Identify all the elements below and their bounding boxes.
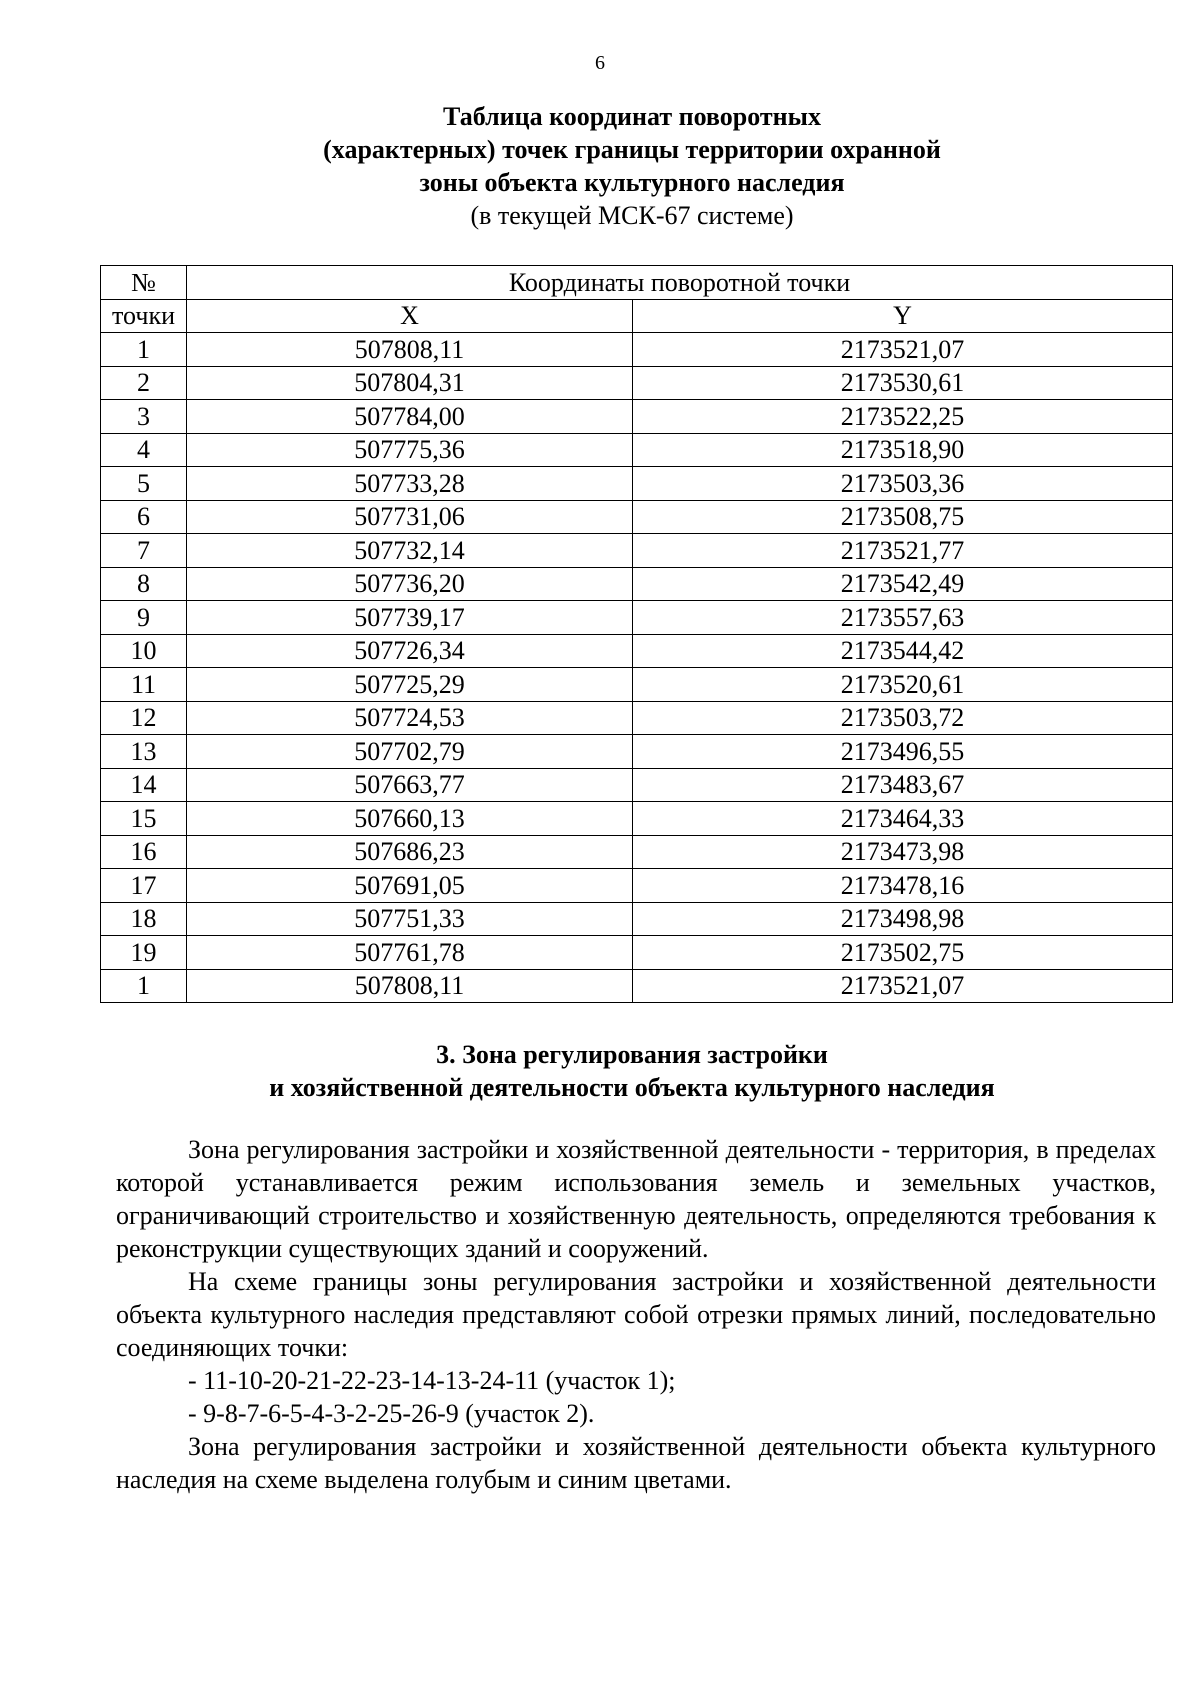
cell-point-number: 14 [101, 768, 187, 802]
cell-y: 2173502,75 [633, 936, 1173, 970]
table-row [101, 366, 1173, 400]
header-number-top: № [101, 266, 187, 300]
paragraph-scheme: На схеме границы зоны регулирования застройки и хозяйственной деятельности объекта культурного наследия представляют собой отрезки прямых линий, последовательно соединяющих точки: [116, 1267, 1156, 1362]
cell-x: 507808,11 [187, 969, 633, 1003]
coordinates-table [100, 265, 1173, 1003]
cell-y: 2173498,98 [633, 902, 1173, 936]
table-row [101, 601, 1173, 635]
section-heading [0, 1038, 1200, 1104]
cell-x: 507686,23 [187, 835, 633, 869]
table-row [101, 701, 1173, 735]
cell-x: 507733,28 [187, 467, 633, 501]
cell-point-number: 7 [101, 534, 187, 568]
cell-point-number: 8 [101, 567, 187, 601]
header-y: Y [633, 299, 1173, 333]
cell-point-number: 5 [101, 467, 187, 501]
table-title [0, 100, 1200, 232]
cell-x: 507751,33 [187, 902, 633, 936]
cell-y: 2173508,75 [633, 500, 1173, 534]
table-row [101, 936, 1173, 970]
table-row [101, 333, 1173, 367]
cell-x: 507702,79 [187, 735, 633, 769]
cell-x: 507732,14 [187, 534, 633, 568]
table-row [101, 500, 1173, 534]
section-heading-line-2: и хозяйственной деятельности объекта культурного наследия [269, 1073, 995, 1102]
cell-y: 2173542,49 [633, 567, 1173, 601]
table-row [101, 400, 1173, 434]
table-row [101, 668, 1173, 702]
table-row [101, 567, 1173, 601]
table-row [101, 534, 1173, 568]
cell-y: 2173520,61 [633, 668, 1173, 702]
cell-x: 507660,13 [187, 802, 633, 836]
cell-x: 507736,20 [187, 567, 633, 601]
cell-x: 507663,77 [187, 768, 633, 802]
section-body [116, 1133, 1156, 1496]
list-item-plot-2: - 9-8-7-6-5-4-3-2-25-26-9 (участок 2). [188, 1399, 595, 1428]
cell-point-number: 4 [101, 433, 187, 467]
paragraph-definition: Зона регулирования застройки и хозяйственной деятельности - территория, в пределах которой устанавливается режим использования земель и земельных участков, ограничивающий строительство и хозяйственную деятельность, определяются требования к реконструкции существующих зданий и сооружений. [116, 1135, 1156, 1263]
cell-y: 2173521,07 [633, 333, 1173, 367]
section-heading-line-1: 3. Зона регулирования застройки [436, 1040, 828, 1069]
paragraph-colors: Зона регулирования застройки и хозяйственной деятельности объекта культурного наследия на схеме выделена голубым и синим цветами. [116, 1432, 1156, 1494]
table-row [101, 467, 1173, 501]
cell-y: 2173473,98 [633, 835, 1173, 869]
cell-x: 507731,06 [187, 500, 633, 534]
page-number: 6 [595, 52, 605, 74]
table-title-line-1: Таблица координат поворотных [443, 102, 821, 131]
cell-point-number: 12 [101, 701, 187, 735]
table-row [101, 433, 1173, 467]
cell-point-number: 1 [101, 969, 187, 1003]
cell-x: 507739,17 [187, 601, 633, 635]
cell-y: 2173496,55 [633, 735, 1173, 769]
cell-point-number: 10 [101, 634, 187, 668]
table-row [101, 902, 1173, 936]
cell-point-number: 16 [101, 835, 187, 869]
cell-y: 2173464,33 [633, 802, 1173, 836]
header-coordinates-group: Координаты поворотной точки [187, 266, 1173, 300]
list-item-plot-1: - 11-10-20-21-22-23-14-13-24-11 (участок 1); [188, 1366, 676, 1395]
cell-x: 507804,31 [187, 366, 633, 400]
cell-point-number: 3 [101, 400, 187, 434]
cell-point-number: 1 [101, 333, 187, 367]
cell-y: 2173557,63 [633, 601, 1173, 635]
cell-point-number: 2 [101, 366, 187, 400]
cell-x: 507808,11 [187, 333, 633, 367]
cell-point-number: 6 [101, 500, 187, 534]
cell-y: 2173521,77 [633, 534, 1173, 568]
cell-x: 507725,29 [187, 668, 633, 702]
cell-point-number: 9 [101, 601, 187, 635]
cell-point-number: 11 [101, 668, 187, 702]
cell-y: 2173483,67 [633, 768, 1173, 802]
cell-x: 507775,36 [187, 433, 633, 467]
cell-y: 2173503,36 [633, 467, 1173, 501]
coordinates-table-body [101, 333, 1173, 1003]
table-row [101, 634, 1173, 668]
cell-y: 2173521,07 [633, 969, 1173, 1003]
table-row [101, 768, 1173, 802]
cell-y: 2173530,61 [633, 366, 1173, 400]
cell-point-number: 19 [101, 936, 187, 970]
table-row [101, 969, 1173, 1003]
cell-x: 507761,78 [187, 936, 633, 970]
cell-y: 2173503,72 [633, 701, 1173, 735]
cell-x: 507724,53 [187, 701, 633, 735]
cell-point-number: 18 [101, 902, 187, 936]
cell-point-number: 13 [101, 735, 187, 769]
cell-x: 507691,05 [187, 869, 633, 903]
table-row [101, 735, 1173, 769]
table-title-subtitle: (в текущей МСК-67 системе) [470, 201, 794, 230]
table-row [101, 869, 1173, 903]
table-title-line-3: зоны объекта культурного наследия [419, 168, 845, 197]
header-x: X [187, 299, 633, 333]
cell-point-number: 15 [101, 802, 187, 836]
table-title-line-2: (характерных) точек границы территории охранной [323, 135, 941, 164]
cell-point-number: 17 [101, 869, 187, 903]
cell-y: 2173544,42 [633, 634, 1173, 668]
cell-y: 2173518,90 [633, 433, 1173, 467]
table-row [101, 802, 1173, 836]
cell-x: 507784,00 [187, 400, 633, 434]
header-number-bottom: точки [101, 299, 187, 333]
cell-y: 2173478,16 [633, 869, 1173, 903]
table-row [101, 835, 1173, 869]
cell-x: 507726,34 [187, 634, 633, 668]
cell-y: 2173522,25 [633, 400, 1173, 434]
